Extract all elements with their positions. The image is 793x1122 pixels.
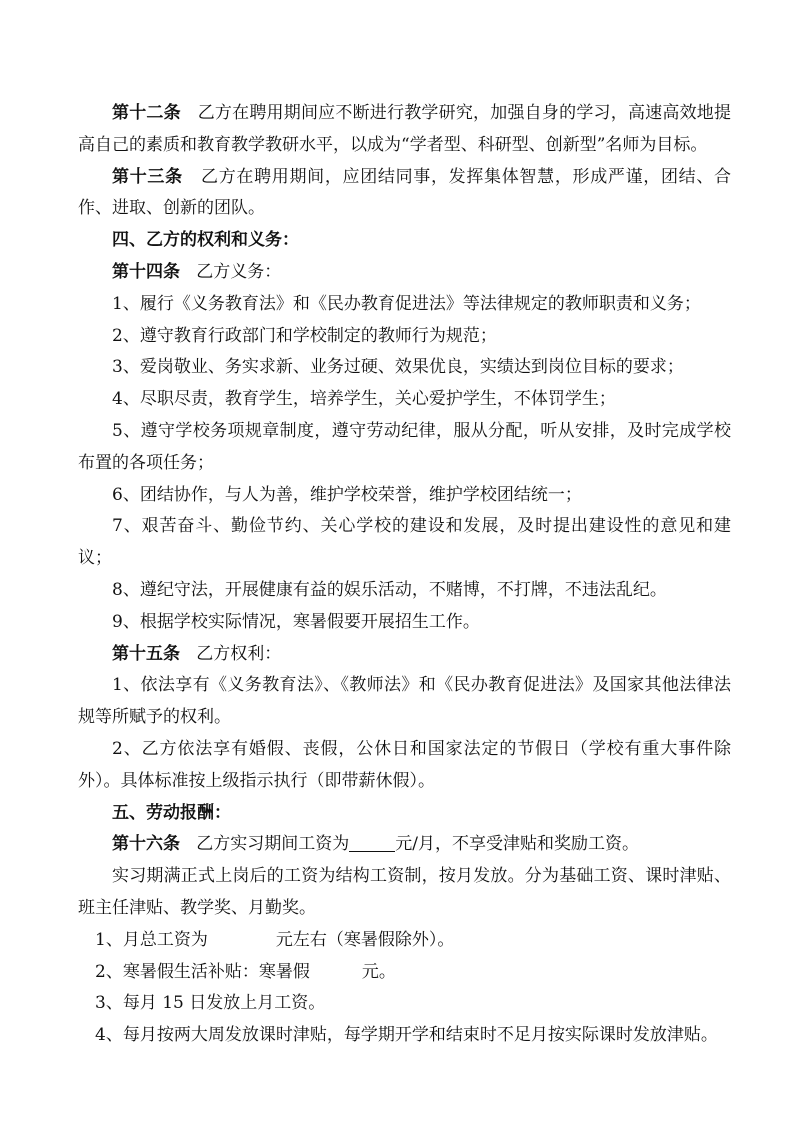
article-16-heading: 第十六条 [112, 834, 180, 855]
salary-structure-paragraph: 实习期满正式上岗后的工资为结构工资制，按月发放。分为基础工资、课时津贴、班主任津贴、教学奖、月勤奖。 [78, 866, 731, 918]
pay-item-2 [78, 957, 731, 989]
article-12-text: 乙方在聘用期间应不断进行教学研究，加强自身的学习，高速高效地提高自己的素质和教育教学教研水平，以成为“学者型、科研型、创新型”名师为目标。 [78, 103, 731, 155]
article-14 [78, 257, 731, 289]
article-15-heading: 第十五条 [112, 643, 180, 664]
article-15-text: 乙方权利： [196, 643, 282, 664]
pay-item-3: 3、每月 15 日发放上月工资。 [95, 993, 326, 1014]
duty-item-9: 9、根据学校实际情况，寒暑假要开展招生工作。 [112, 611, 480, 632]
duty-item-8: 8、遵纪守法，开展健康有益的娱乐活动，不赌博，不打牌，不违法乱纪。 [112, 579, 667, 600]
duty-item-6: 6、团结协作，与人为善，维护学校荣誉，维护学校团结统一； [112, 484, 582, 505]
duty-item-3: 3、爱岗敬业、务实求新、业务过硬、效果优良，实绩达到岗位目标的要求； [112, 357, 684, 378]
pay-item-1 [78, 925, 731, 957]
article-16-text-after: 元/月，不享受津贴和奖励工资。 [395, 834, 639, 855]
pay-item-2-after: 元。 [361, 961, 396, 982]
article-12 [78, 98, 731, 162]
right-item-2: 2、乙方依法享有婚假、丧假，公休日和国家法定的节假日（学校有重大事件除外）。具体标准按上级指示执行（即带薪休假）。 [78, 738, 731, 791]
right-item-1: 1、依法享有《义务教育法》、《教师法》和《民办教育促进法》及国家其他法律法规等所赋予的权利。 [78, 675, 731, 728]
article-14-heading: 第十四条 [112, 261, 180, 282]
article-13 [78, 162, 731, 226]
duty-item-4: 4、尽职尽责，教育学生，培养学生，关心爱护学生，不体罚学生； [112, 389, 616, 410]
pay-item-2-before: 2、寒暑假生活补贴：寒暑假 [95, 961, 310, 982]
article-13-text: 乙方在聘用期间，应团结同事，发挥集体智慧，形成严谨，团结、合作、进取、创新的团队。 [78, 166, 732, 219]
article-15 [78, 639, 731, 671]
duty-item-2: 2、遵守教育行政部门和学校制定的教师行为规范； [112, 325, 497, 346]
pay-item-1-after: 元左右（寒暑假除外）。 [275, 929, 455, 950]
article-13-heading: 第十三条 [112, 166, 183, 187]
pay-item-4: 4、每月按两大周发放课时津贴，每学期开学和结束时不足月按实际课时发放津贴。 [95, 1025, 718, 1046]
duty-item-5: 5、遵守学校务项规章制度，遵守劳动纪律，服从分配，听从安排，及时完成学校布置的各项任务； [78, 420, 731, 473]
section-5-heading: 五、劳动报酬： [112, 802, 231, 823]
section-4-heading: 四、乙方的权利和义务： [112, 230, 299, 251]
article-14-text: 乙方义务： [196, 261, 282, 282]
article-16-text-before: 乙方实习期间工资为 [196, 834, 350, 855]
article-16 [78, 829, 731, 861]
duty-item-1: 1、履行《义务教育法》和《民办教育促进法》等法律规定的教师职责和义务； [112, 293, 701, 314]
intern-salary-blank[interactable] [349, 833, 395, 852]
duty-item-7: 7、艰苦奋斗、勤俭节约、关心学校的建设和发展，及时提出建设性的意见和建议； [78, 516, 731, 569]
article-12-heading: 第十二条 [112, 103, 181, 123]
pay-item-1-before: 1、月总工资为 [95, 929, 208, 950]
